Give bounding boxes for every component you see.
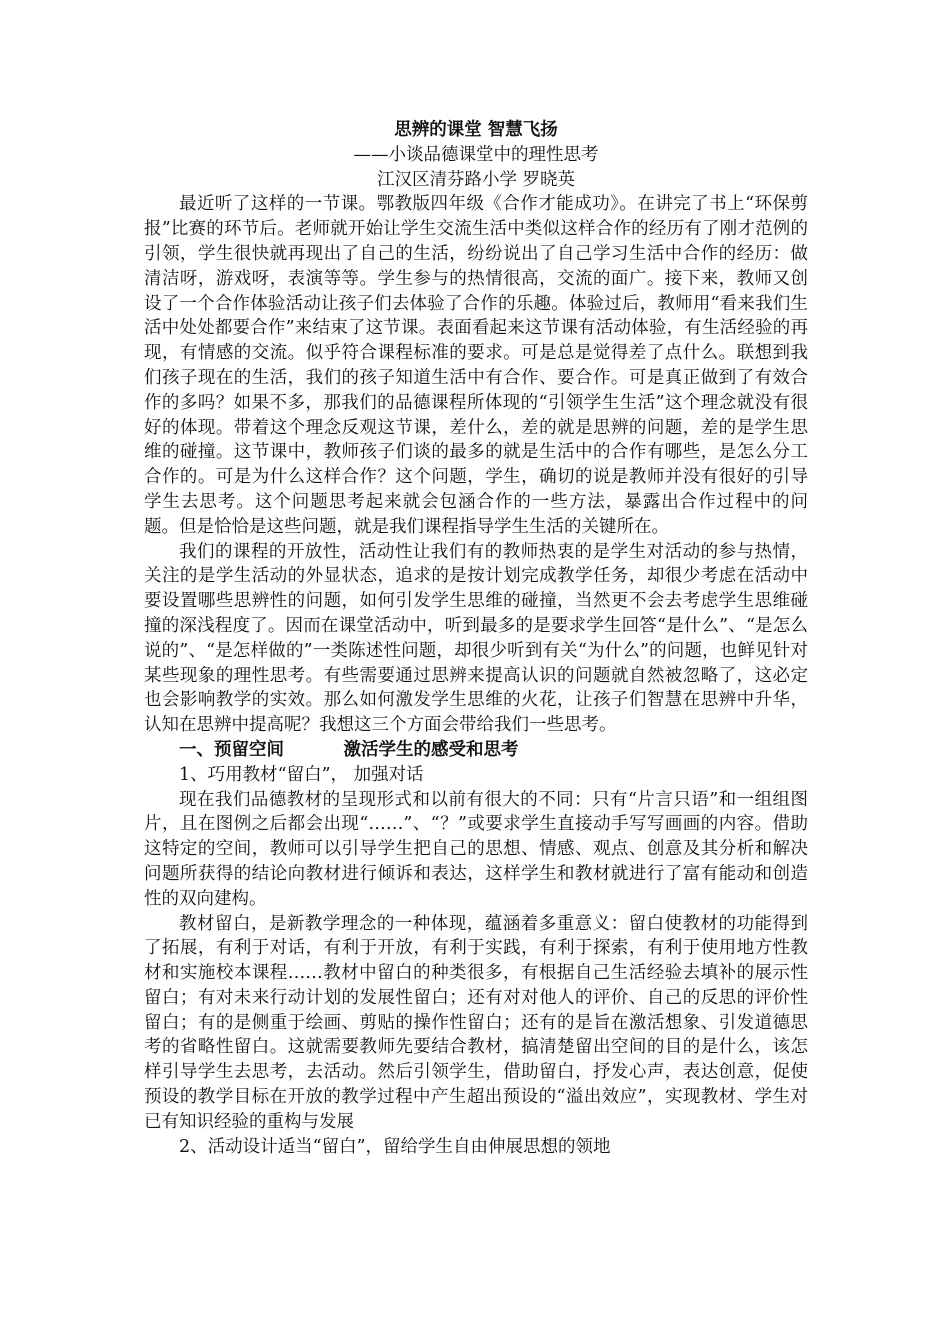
paragraph-3: 现在我们品德教材的呈现形式和以前有很大的不同：只有“片言只语”和一组组图片，且在图例之后都会出现“……”、“？”或要求学生直接动手写写画画的内容。借助这特定的空间，教师可以引导学生把自己的思想、情感、观点、创意及其分析和解决问题所获得的结论向教材进行倾诉和表达，这样学生和教材就进行了富有能动和创造性的双向建构。 [144,789,808,909]
document-author: 江汉区清芬路小学 罗晓英 [376,169,576,190]
paragraph-2: 我们的课程的开放性，活动性让我们有的教师热衷的是学生对活动的参与热情，关注的是学生活动的外显状态，追求的是按计划完成教学任务，却很少考虑在活动中要设置哪些思辨性的问题，如何引发学生思维的碰撞，当然更不会去考虑学生思维碰撞的深浅程度了。因而在课堂活动中，听到最多的是要求学生回答“是什么”、“是怎么说的”、“是怎样做的”一类陈述性问题，却很少听到有关“为什么”的问题，也鲜见针对某些现象的理性思考。有些需要通过思辨来提高认识的问题就自然被忽略了，这必定也会影响教学的实效。那么如何激发学生思维的火花，让孩子们智慧在思辨中升华，认知在思辨中提高呢？我想这三个方面会带给我们一些思考。 [144,541,808,736]
document-subtitle: ——小谈品德课堂中的理性思考 [353,144,599,165]
subheading-2: 2、活动设计适当“留白”，留给学生自由伸展思想的领地 [179,1136,611,1157]
subheading-1: 1、巧用教材“留白”， 加强对话 [179,764,424,785]
paragraph-1: 最近听了这样的一节课。鄂教版四年级《合作才能成功》。在讲完了书上“环保剪报”比赛的环节后。老师就开始让学生交流生活中类似这样合作的经历有了刚才范例的引领，学生很快就再现出了自己的生活，纷纷说出了自己学习生活中合作的经历：做清洁呀，游戏呀，表演等等。学生参与的热情很高，交流的面广。接下来，教师又创设了一个合作体验活动让孩子们去体验了合作的乐趣。体验过后，教师用“看来我们生活中处处都要合作”来结束了这节课。表面看起来这节课有活动体验，有生活经验的再现，有情感的交流。似乎符合课程标准的要求。可是总是觉得差了点什么。联想到我们孩子现在的生活，我们的孩子知道生活中有合作、要合作。可是真正做到了有效合作的多吗？如果不多，那我们的品德课程所体现的“引领学生生活”这个理念就没有很好的体现。带着这个理念反观这节课，差什么，差的就是思辨的问题，差的是学生思维的碰撞。这节课中，教师孩子们谈的最多的就是生活中的合作有哪些，是怎么分工合作的。可是为什么这样合作？这个问题，学生，确切的说是教师并没有很好的引导学生去思考。这个问题思考起来就会包涵合作的一些方法，暴露出合作过程中的问题。但是恰恰是这些问题，就是我们课程指导学生生活的关键所在。 [144,194,808,537]
paragraph-4: 教材留白，是新教学理念的一种体现，蕴涵着多重意义：留白使教材的功能得到了拓展，有利于对话，有利于开放，有利于实践，有利于探索，有利于使用地方性教材和实施校本课程……教材中留白的种类很多，有根据自己生活经验去填补的展示性留白；有对未来行动计划的发展性留白；还有对对他人的评价、自己的反思的评价性留白；有的是侧重于绘画、剪贴的操作性留白；还有的是旨在激活想象、引发道德思考的省略性留白。这就需要教师先要结合教材，搞清楚留出空间的目的是什么，该怎样引导学生去思考，去活动。然后引领学生，借助留白，抒发心声，表达创意，促使预设的教学目标在开放的教学过程中产生超出预设的“溢出效应”，实现教材、学生对已有知识经验的重构与发展 [144,913,808,1132]
section-heading-1-left: 一、预留空间 [179,739,284,760]
section-heading-1-right: 激活学生的感受和思考 [343,739,519,760]
section-heading-1 [144,738,808,763]
document-title: 思辨的课堂 智慧飞扬 [394,120,558,140]
document-page [144,118,808,1159]
